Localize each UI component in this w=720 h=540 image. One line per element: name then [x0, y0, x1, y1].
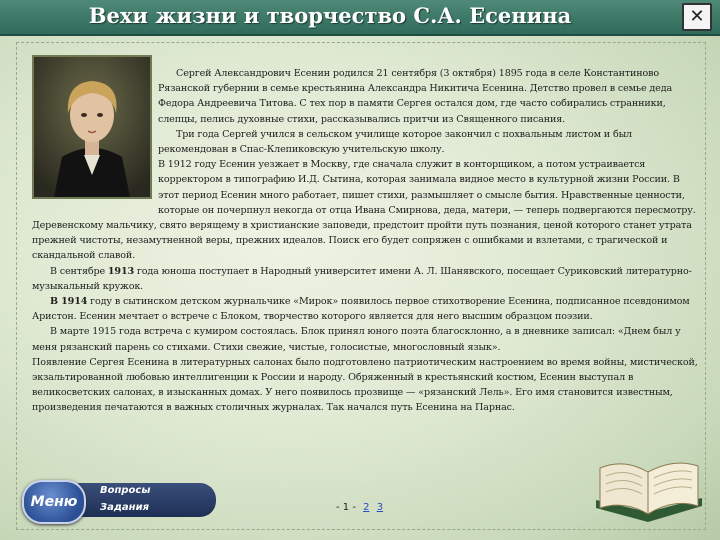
- paragraph: Появление Сергея Есенина в литературных салонах было подготовлено патриотическим настроением во время войны, мистической, экзальтированной любовью интеллигенции к России и народу. Обряженный в крестьянский костюм, Есенин выступал в великосветских салонах, в изысканных домах. У него появилось прозвище — «рязанский Лель». Его имя становится известным, произведения печатаются в важных столичных журналах. Так начался путь Есенина на Парнас.: [32, 356, 698, 414]
- title-bar: [0, 0, 720, 36]
- close-button[interactable]: [682, 3, 712, 31]
- paragraph: Три года Сергей учился в сельском училище которое закончил с похвальным листом и был рекомендован в Спас-Клепиковскую учительскую школу.: [158, 128, 633, 156]
- paragraph-text: В сентябре: [50, 265, 108, 277]
- menu-button[interactable]: Меню: [22, 480, 86, 524]
- paragraph: [32, 264, 698, 294]
- tasks-link[interactable]: Задания: [100, 502, 150, 513]
- paragraph: В 1912 году Есенин уезжает в Москву, где сначала служит в конторщиком, а потом устраивается корректором в типографию И.Д. Сытина, которая занимала видное место в культурной жизни России. В этот период Есенин много работает, пишет стихи, размышляет о смысле бытия. Нравственные ценности, которые он почерпнул некогда от отца Ивана Смирнова, деда, матери, — теперь подвергаются пересмотру. Деревенскому мальчику, свято верящему в христианские заповеди, предстоит пройти путь познания, ценой которого станет утрата прежней чистоты, незамутненной веры, прежних идеалов. Поиск его будет сопряжен с ошибками и взлетами, с трагической и скандальной славой.: [32, 159, 696, 262]
- paragraph: [32, 294, 698, 324]
- year-1914: В 1914: [50, 296, 88, 308]
- paragraph: В марте 1915 года встреча с кумиром состоялась. Блок принял юного поэта благосклонно, а в дневнике записал: «Днем был у меня рязанский парень со стихами. Стихи свежие, чистые, голосистые, многословный язык».: [32, 326, 681, 353]
- year-1913: 1913: [107, 265, 135, 277]
- menu-area: [22, 480, 222, 520]
- paragraph-text: года юноша поступает в Народный университет имени А. Л. Шанявского, посещает Суриковский литературно-музыкальный кружок.: [32, 265, 692, 292]
- page-title: Вехи жизни и творчество С.А. Есенина: [88, 3, 572, 28]
- current-page: - 1 -: [336, 502, 356, 513]
- questions-link[interactable]: Вопросы: [100, 485, 151, 496]
- page-link-3[interactable]: 3: [376, 502, 384, 513]
- biography-text: [32, 66, 698, 416]
- book-icon: [590, 448, 710, 528]
- close-icon: ✕: [689, 6, 705, 27]
- page-link-2[interactable]: 2: [363, 502, 370, 513]
- paragraph: Сергей Александрович Есенин родился 21 сентября (3 октября) 1895 года в селе Константиново Рязанской губернии в семье крестьянина Александра Никитича Есенина. Детство провел в семье деда Федора Андреевича Титова. С тех пор в памяти Сергея остался дом, где часто собирались странники, слепцы, пелись духовные стихи, рассказывались притчи из Священного писания.: [158, 68, 673, 125]
- paragraph-text: году в сытинском детском журнальчике «Мирок» появилось первое стихотворение Есенина, подписанное псевдонимом Аристон. Есенин мечтает о встрече с Блоком, творчество которого является для него высшим образцом поэзии.: [32, 296, 690, 323]
- pagination: [336, 502, 383, 513]
